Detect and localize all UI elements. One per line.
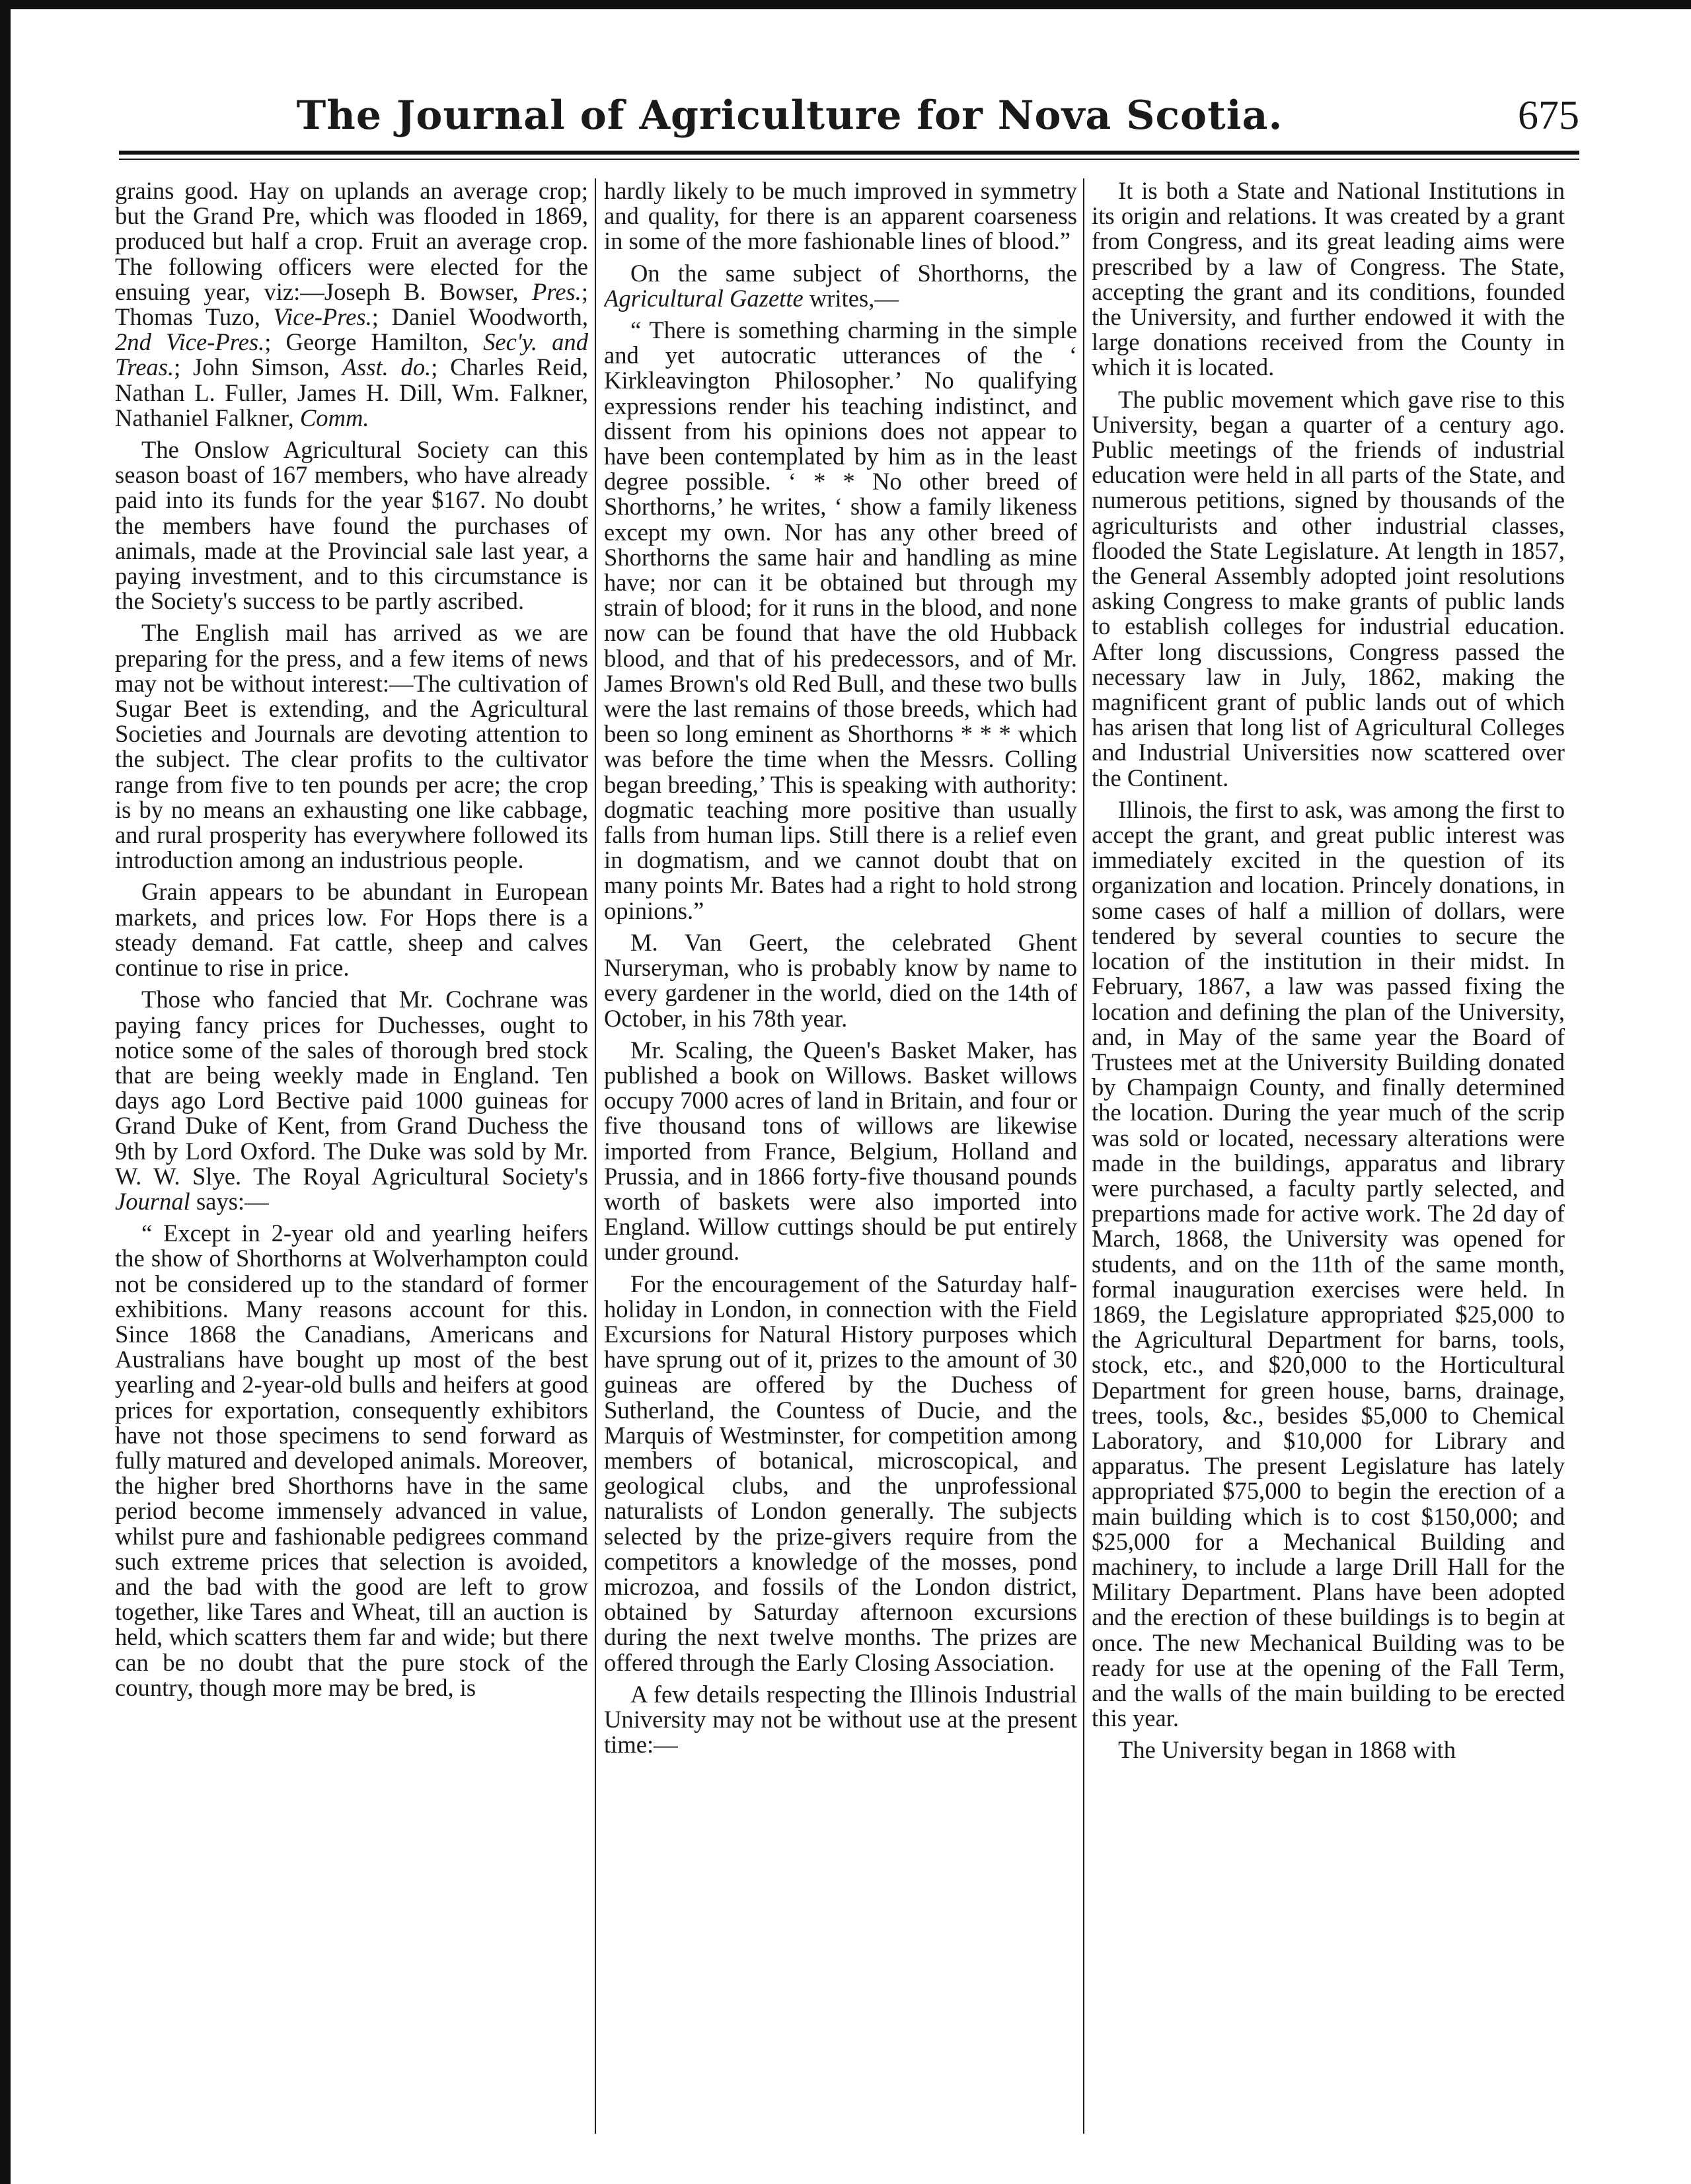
column-1 bbox=[115, 178, 588, 2134]
column-divider-1 bbox=[595, 178, 596, 2134]
text-run: ; Charles Reid, Nathan L. Fuller, James H. Dill, Wm. Falkner, Nathaniel Falkner, bbox=[115, 353, 588, 431]
paragraph-grain-markets: Grain appears to be abundant in European markets, and prices low. For Hops there is a steady demand. Fat cattle, sheep and calves continue to rise in price. bbox=[115, 878, 588, 982]
paragraph-public-movement: The public movement which gave rise to this University, began a quarter of a century ago. Public meetings of the friends of industrial education were held in all parts of the State, and numerous petitions, signed by thousands of the agriculturists and other industrial classes, flooded the State Legislature. At length in 1857, the General Assembly adopted joint resolutions asking Congress to make grants of public lands to establish colleges for industrial education. After long discussions, Congress passed the necessary law in July, 1862, making the magnificent grant of public lands out of which has arisen that long list of Agricultural Colleges and Industrial Universities now scattered over the Continent. bbox=[1092, 385, 1565, 791]
text-run: says:— bbox=[190, 1187, 269, 1215]
header-rule-thin bbox=[119, 159, 1579, 160]
paragraph-wolverhampton-quote: “ Except in 2-year old and yearling heifers the show of Shorthorns at Wolverhampton could not be considered up to the standard of former exhibitions. Many reasons account for this. Since 1868 the Canadians, Americans and Australians have bought up most of the best yearling and 2-year-old bulls and heifers at good prices for exportation, consequently exhibitors have not those specimens to send forward as fully matured and developed animals. Moreover, the higher bred Shorthorns have in the same period become immensely advanced in value, whilst pure and fashionable pedigrees command such extreme prices that selection is avoided, and the bad with the good are left to grow together, like Tares and Wheat, till an auction is held, which scatters them far and wide; but there can be no doubt that the pure stock of the country, though more may be bred, is bbox=[115, 1219, 588, 1701]
paragraph-illinois-history: Illinois, the first to ask, was among the first to accept the grant, and great public interest was immediately excited in the question of its organization and location. Princely donations, in some cases of half a million of dollars, were tendered by several counties to secure the location of the institution in their midst. In February, 1867, a law was passed fixing the location and defining the plan of the University, and, in May of the same year the Board of Trustees met at the University Building donated by Champaign County, and finally determined the location. During the year much of the scrip was sold or located, necessary alterations were made in the buildings, apparatus and library were purchased, a faculty partly selected, and prepartions made for active work. The 2d day of March, 1868, the University was opened for students, and on the 11th of the same month, formal inauguration exercises were held. In 1869, the Legislature appropriated $25,000 to the Agricultural Department for barns, tools, stock, etc., and $20,000 to the Horticultural Department for green house, barns, drainage, trees, tools, &c., besides $5,000 to Chemical Laboratory, and $10,000 for Library and apparatus. The present Legislature has lately appropriated $75,000 to begin the erection of a main building which is to cost $150,000; and $25,000 for a Mechanical Building and machinery, to include a large Drill Hall for the Military Department. Plans have been adopted and the erection of these buildings is to begin at once. The new Mechanical Building was to be ready for use at the opening of the Fall Term, and the walls of the main building to be erected this year. bbox=[1092, 795, 1565, 1732]
paragraph-quote-continued: hardly likely to be much improved in symmetry and quality, for there is an apparent coarseness in some of the more fashionable lines of blood.” bbox=[604, 178, 1077, 255]
paragraph-cochrane-sales bbox=[115, 987, 588, 1214]
italic-text: 2nd Vice-Pres. bbox=[115, 328, 265, 356]
scan-border-top bbox=[0, 0, 1691, 9]
scan-border-left bbox=[0, 0, 11, 2184]
italic-text: Pres. bbox=[531, 277, 582, 305]
text-run: grains good. Hay on uplands an average crop; but the Grand Pre, which was flooded in 1869, produced but half a crop. Fruit an average crop. The following officers were elected for the ensuing year, viz:—Joseph B. Bowser, bbox=[115, 178, 588, 305]
journal-title: The Journal of Agriculture for Nova Scotia. bbox=[296, 92, 1283, 139]
paragraph-kirkleavington-quote: “ There is something charming in the simple and yet autocratic utterances of the ‘ Kirkleavington Philosopher.’ No qualifying expressions render his teaching indistinct, and dissent from his opinions does not appear to have been contemplated by him as in the least degree possible. ‘ * * No other breed of Shorthorns,’ he writes, ‘ show a family likeness except my own. Nor has any other breed of Shorthorns the same hair and handling as mine have; nor can it be obtained but through my strain of blood; for it runs in the blood, and none now can be found that have the old Hubback blood, and that of his predecessors, and of Mr. James Brown's old Red Bull, and these two bulls were the last remains of those breeds, which had been so long eminent as Shorthorns * * * which was before the time when the Messrs. Colling began breeding,’ This is speaking with authority: dogmatic teaching more positive than usually falls from human lips. Still there is a relief even in dogmatism, and we cannot doubt that on many points Mr. Bates had a right to hold strong opinions.” bbox=[604, 316, 1077, 924]
text-run: writes,— bbox=[803, 284, 899, 312]
italic-text: Vice-Pres. bbox=[273, 303, 372, 331]
text-run: Those who fancied that Mr. Cochrane was paying fancy prices for Duchesses, ought to notice some of the sales of thorough bred stock that are being weekly made in England. Ten days ago Lord Bective paid 1000 guineas for Grand Duke of Kent, from Grand Duchess the 9th by Lord Oxford. The Duke was sold by Mr. W. W. Slye. The Royal Agricultural Society's bbox=[115, 986, 588, 1190]
italic-text: Sec'y. and Treas. bbox=[115, 328, 588, 381]
text-run: ; John Simson, bbox=[174, 353, 342, 381]
paragraph-onslow-society: The Onslow Agricultural Society can this season boast of 167 members, who have already paid into its funds for the year $167. No doubt the members have found the purchases of animals, made at the Provincial sale last year, a paying investment, and to this circumstance is the Society's success to be partly ascribed. bbox=[115, 436, 588, 615]
paragraph-illinois-intro: A few details respecting the Illinois Industrial University may not be without use at the present time:— bbox=[604, 1680, 1077, 1759]
text-run: On the same subject of Shorthorns, the bbox=[630, 259, 1077, 287]
paragraph-state-institution: It is both a State and National Institutions in its origin and relations. It was created by a grant from Congress, and its great leading aims were prescribed by a law of Congress. The State, accepting the grant and its conditions, founded the University, and further endowed it with the large donations received from the County in which it is located. bbox=[1092, 178, 1565, 381]
page-header bbox=[119, 92, 1579, 145]
paragraph-university-began: The University began in 1868 with bbox=[1118, 1736, 1456, 1764]
column-2 bbox=[604, 178, 1077, 2134]
paragraph-van-geert: M. Van Geert, the celebrated Ghent Nurseryman, who is probably know by name to every gardener in the world, died on the 14th of October, in his 78th year. bbox=[604, 928, 1077, 1032]
paragraph-english-mail: The English mail has arrived as we are preparing for the press, and a few items of news may not be without interest:—The cultivation of Sugar Beet is extending, and the Agricultural Societies and Journals are devoting attention to the subject. The clear profits to the cultivator range from five to ten pounds per acre; the crop is by no means an exhausting one like cabbage, and rural prosperity has everywhere followed its introduction among an industrious people. bbox=[115, 619, 588, 874]
column-3 bbox=[1092, 178, 1565, 2134]
italic-text: Agricultural Gazette bbox=[604, 284, 804, 312]
text-run: ; Thomas Tuzo, bbox=[115, 277, 588, 331]
paragraph-willows: Mr. Scaling, the Queen's Basket Maker, has published a book on Willows. Basket willows occupy 7000 acres of land in Britain, and four or five thousand tons of willows are likewise imported from France, Belgium, Holland and Prussia, and in 1866 forty-five thousand pounds worth of baskets were also imported into England. Willow cuttings should be put entirely under ground. bbox=[604, 1036, 1077, 1266]
paragraph-saturday-excursions: For the encouragement of the Saturday half-holiday in London, in connection with the Field Excursions for Natural History purposes which have sprung out of it, prizes to the amount of 30 guineas are offered by the Duchess of Sutherland, the Countess of Ducie, and the Marquis of Westminster, for competition among members of botanical, microscopical, and geological clubs, and the unprofessional naturalists of London generally. The subjects selected by the prize-givers require from the competitors a knowledge of the mosses, pond microzoa, and fossils of the London district, obtained by Saturday afternoon excursions during the next twelve months. The prizes are offered through the Early Closing Association. bbox=[604, 1270, 1077, 1676]
paragraph-officers bbox=[115, 178, 588, 431]
italic-text: Comm. bbox=[299, 404, 369, 431]
italic-text: Journal bbox=[115, 1187, 190, 1215]
italic-text: Asst. do. bbox=[342, 353, 432, 381]
paragraph-gazette-intro bbox=[604, 261, 1077, 311]
page-number: 675 bbox=[1518, 93, 1579, 138]
text-run: ; George Hamilton, bbox=[264, 328, 484, 356]
column-divider-2 bbox=[1083, 178, 1084, 2134]
header-rule-thick bbox=[119, 151, 1579, 155]
text-run: ; Daniel Woodworth, bbox=[371, 303, 588, 331]
